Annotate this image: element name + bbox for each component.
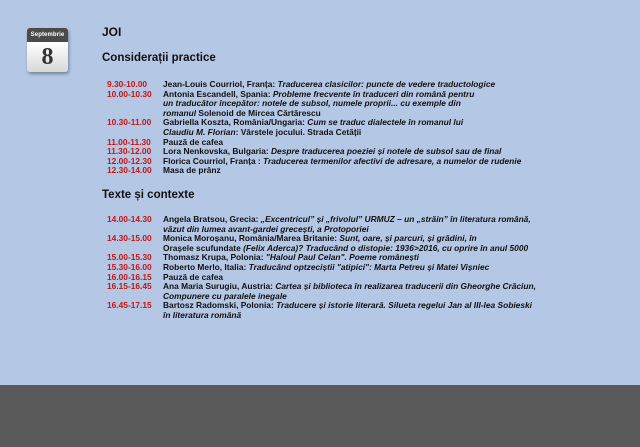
schedule-time: 9.30-10.00	[107, 79, 148, 89]
speaker-text: Gabriella Koszta, România/Ungaria:	[163, 117, 308, 128]
talk-title: Traducând optzeciștii "atipici": Marta Petreu și Matei Vișniec	[248, 261, 490, 272]
speaker-text: Pauză de cafea	[163, 136, 224, 147]
schedule-time	[102, 99, 163, 109]
talk-title-tail: : Vârstele jocului. Strada Cetății	[235, 126, 362, 137]
speaker-text: Ana Maria Surugiu, Austria:	[163, 281, 276, 292]
schedule-description	[163, 263, 632, 273]
schedule-time: 11.00-11.30	[107, 136, 151, 147]
talk-title: „Excentricul” și „frivolul” URMUZ – un „străin” în literatura română,	[260, 213, 531, 224]
talk-title-tail: Solenoid de Mircea Cărtărescu	[198, 107, 321, 118]
schedule-time: 14.30-15.00	[107, 233, 152, 244]
speaker-text: Monica Moroșanu, România/Marea Britanie:	[163, 233, 340, 244]
schedule-row	[102, 166, 632, 176]
talk-title: "Haloul Paul Celan". Poeme românești	[265, 252, 419, 263]
talk-title: Cum se traduc dialectele în romanul lui	[307, 117, 464, 128]
speaker-text: Florica Courriol, Franța :	[163, 155, 264, 166]
schedule-description	[163, 157, 632, 167]
schedule-time: 16.15-16.45	[107, 281, 152, 292]
program-sections	[102, 52, 632, 320]
schedule-time: 12.30-14.00	[107, 165, 152, 176]
speaker-text: Pauză de cafea	[163, 271, 224, 282]
schedule-description	[163, 311, 632, 321]
schedule-time: 15.30-16.00	[107, 261, 152, 272]
speaker-text: Orașele scufundate	[163, 242, 244, 253]
talk-title: (Felix Aderca)? Traducând o distopie: 1936>2016, cu oprire în anul 5000	[243, 242, 529, 253]
program-content	[102, 25, 632, 320]
schedule-time: 14.00-14.30	[107, 213, 152, 224]
talk-title: Traducerea termenilor afectivi de adresare, a numelor de rudenie	[263, 155, 522, 166]
talk-title-tail: Silueta regelui Jan al III-lea Sobieski	[388, 300, 532, 311]
talk-title: Claudiu M. Florian	[163, 126, 236, 137]
talk-title: Compunere cu paralele inegale	[163, 290, 287, 301]
talk-title: romanul	[163, 107, 199, 118]
talk-title: Despre traducerea poeziei și notele de subsol sau de final	[270, 146, 502, 157]
schedule-description	[163, 166, 632, 176]
speaker-text: Bartosz Radomski, Polonia:	[163, 300, 277, 311]
calendar-month: Septembrie	[27, 28, 68, 42]
calendar-day: 8	[27, 42, 68, 72]
speaker-text: Jean-Louis Courriol, Franța:	[163, 79, 278, 89]
speaker-text: Lora Nenkovska, Bulgaria:	[163, 146, 271, 157]
schedule-time: 10.30-11.00	[107, 117, 152, 128]
calendar-icon	[27, 28, 68, 72]
day-title: JOI	[102, 25, 122, 39]
talk-title: în literatura română	[163, 309, 242, 320]
talk-title: Sunt, oare, și parcuri, și grădini, în	[339, 233, 477, 244]
speaker-text: Roberto Merlo, Italia:	[163, 261, 249, 272]
schedule-time: 12.00-12.30	[107, 155, 152, 166]
section-title: Texte și contexte	[102, 188, 195, 201]
schedule-time: 16.45-17.15	[107, 300, 152, 311]
speaker-text: Angela Bratsou, Grecia:	[163, 213, 261, 224]
talk-title: Cartea și biblioteca în realizarea traducerii din Gheorghe Crăciun,	[275, 281, 536, 292]
schedule-time: 15.00-15.30	[107, 252, 152, 263]
footer-bar	[0, 385, 640, 447]
talk-title: Probleme frecvente în traduceri din română pentru	[272, 88, 475, 99]
talk-title: Traducerea clasicilor: puncte de vedere traductologice	[277, 79, 496, 89]
talk-title: văzut din lumea avant-gardei grecești, a Protoporiei	[163, 223, 369, 234]
talk-title: un traducător începător: notele de subsol, numele proprii... cu exemple din	[163, 98, 461, 109]
talk-title: Traducere și istorie literară.	[276, 300, 389, 311]
schedule-time: 16.00-16.15	[107, 271, 152, 282]
schedule-description	[163, 128, 632, 138]
speaker-text: Antonia Escandell, Spania:	[163, 88, 273, 99]
schedule-time: 11.30-12.00	[107, 146, 152, 157]
schedule-time	[102, 311, 163, 321]
schedule-time: 10.00-10.30	[107, 88, 152, 99]
speaker-text: Masa de prânz	[163, 165, 221, 176]
speaker-text: Thomasz Krupa, Polonia:	[163, 252, 266, 263]
section-title: Considerații practice	[102, 52, 216, 64]
schedule-row	[102, 311, 632, 321]
